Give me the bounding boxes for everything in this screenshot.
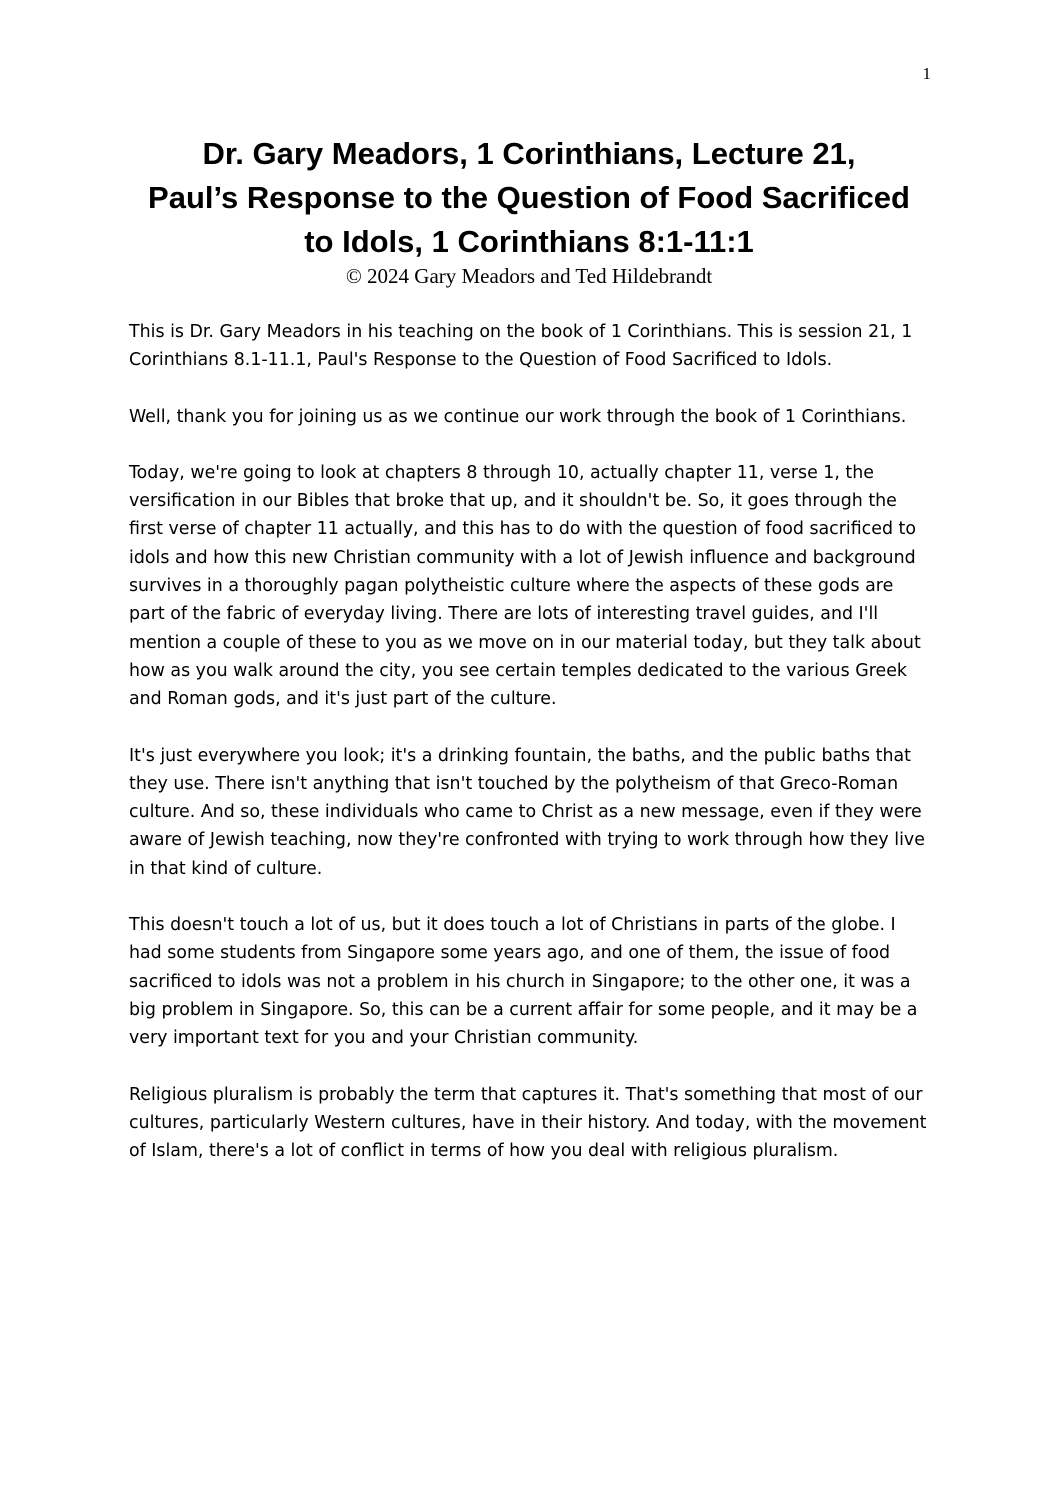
paragraph: It's just everywhere you look; it's a drinking fountain, the baths, and the public baths that they use. There isn't anything that isn't touched by the polytheism of that Greco-Roman culture. And so, these individuals who came to Christ as a new message, even if they were aware of Jewish teaching, now they're confronted with trying to work through how they live in that kind of culture.: [129, 745, 925, 879]
page-number: 1: [922, 64, 931, 83]
paragraph: Well, thank you for joining us as we continue our work through the book of 1 Corinthians.: [129, 406, 907, 427]
title-line: Paul’s Response to the Question of Food Sacrificed: [148, 180, 910, 215]
paragraph: This doesn't touch a lot of us, but it does touch a lot of Christians in parts of the globe. I had some students from Singapore some years ago, and one of them, the issue of food sacrificed to idols was not a problem in his church in Singapore; to the other one, it was a big problem in Singapore. So, this can be a current affair for some people, and it may be a very important text for you and your Christian community.: [129, 915, 918, 1049]
document-title: [100, 132, 958, 264]
title-block: [100, 132, 958, 288]
paragraph: Religious pluralism is probably the term that captures it. That's something that most of our cultures, particularly Western cultures, have in their history. And today, with the movement of Islam, there's a lot of conflict in terms of how you deal with religious pluralism.: [129, 1084, 927, 1162]
transcript-body: [129, 318, 929, 1193]
paragraph: Today, we're going to look at chapters 8 through 10, actually chapter 11, verse 1, the versification in our Bibles that broke that up, and it shouldn't be. So, it goes through the first verse of chapter 11 actually, and this has to do with the question of food sacrificed to idols and how this new Christian community with a lot of Jewish influence and background survives in a thoroughly pagan polytheistic culture where the aspects of these gods are part of the fabric of everyday living. There are lots of interesting travel guides, and I'll mention a couple of these to you as we move on in our material today, but they talk about how as you walk around the city, you see certain temples dedicated to the various Greek and Roman gods, and it's just part of the culture.: [129, 462, 921, 710]
title-line: to Idols, 1 Corinthians 8:1-11:1: [304, 224, 754, 259]
title-line: Dr. Gary Meadors, 1 Corinthians, Lecture 21,: [202, 136, 856, 171]
copyright-notice: © 2024 Gary Meadors and Ted Hildebrandt: [345, 264, 713, 288]
paragraph: This is Dr. Gary Meadors in his teaching on the book of 1 Corinthians. This is session 21, 1 Corinthians 8.1-11.1, Paul's Response to the Question of Food Sacrificed to Idols.: [129, 322, 913, 371]
